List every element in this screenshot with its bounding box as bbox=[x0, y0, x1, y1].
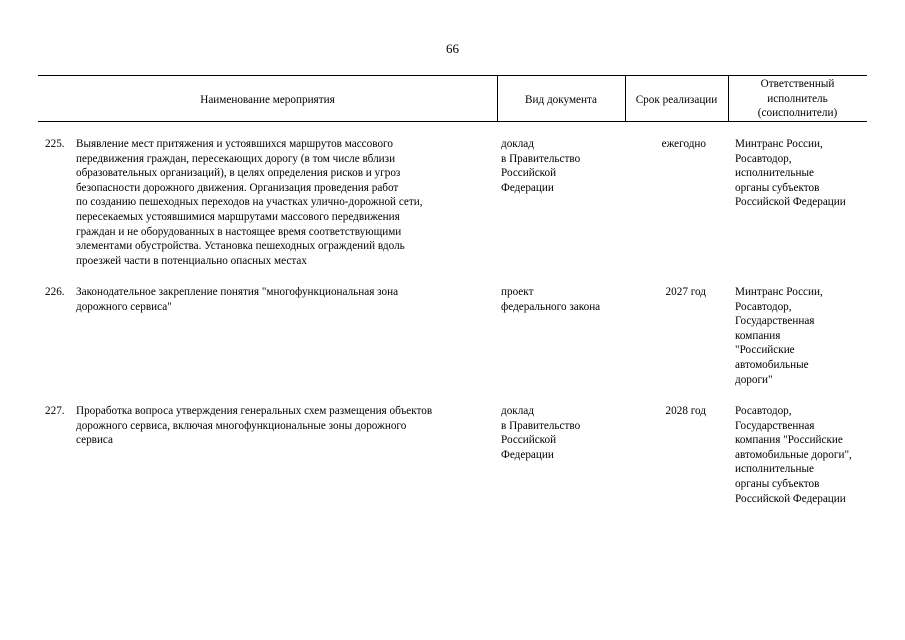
column-header-doc-type: Вид документа bbox=[525, 94, 597, 106]
page-number: 66 bbox=[446, 41, 459, 56]
row-number: 225. bbox=[45, 138, 65, 150]
row-doc-type: доклад в Правительство Российской Федерации bbox=[501, 405, 581, 461]
table-header-bottom-rule bbox=[38, 121, 867, 122]
row-term: ежегодно bbox=[661, 138, 706, 150]
row-name: Законодательное закрепление понятия "многофункциональная зона дорожного сервиса" bbox=[76, 286, 399, 313]
row-term: 2028 год bbox=[665, 405, 706, 417]
row-responsible: Росавтодор, Государственная компания "Российские автомобильные дороги", исполнительные органы субъектов Российской Федерации bbox=[735, 405, 852, 505]
row-number: 226. bbox=[45, 286, 65, 298]
row-doc-type: доклад в Правительство Российской Федерации bbox=[501, 138, 581, 194]
row-name: Проработка вопроса утверждения генеральных схем размещения объектов дорожного сервиса, включая многофункциональные зоны дорожного сервиса bbox=[76, 405, 433, 447]
row-term: 2027 год bbox=[665, 286, 706, 298]
column-header-term: Срок реализации bbox=[635, 94, 718, 106]
column-header-name: Наименование мероприятия bbox=[200, 94, 335, 106]
row-number: 227. bbox=[45, 405, 65, 417]
row-doc-type: проект федерального закона bbox=[501, 286, 601, 313]
row-responsible: Минтранс России, Росавтодор, исполнительные органы субъектов Российской Федерации bbox=[735, 138, 846, 209]
row-name: Выявление мест притяжения и устоявшихся маршрутов массового передвижения граждан, пересекающих дорогу (в том числе вблизи образовательных организаций), в целях определения рисков и угроз безопасности дорожного движения. Организация проведения работ по созданию пешеходных переходов на участках улично-дорожной сети, пересекаемых устоявшимися маршрутами массового передвижения граждан и не оборудованных в настоящее время соответствующими элементами обустройства. Установка пешеходных ограждений вдоль проезжей части в потенциально опасных местах bbox=[76, 138, 423, 267]
column-header-responsible: Ответственный исполнитель (соисполнители) bbox=[757, 78, 838, 120]
row-responsible: Минтранс России, Росавтодор, Государственная компания "Российские автомобильные дороги" bbox=[735, 286, 823, 386]
table-header-top-rule bbox=[38, 75, 867, 76]
